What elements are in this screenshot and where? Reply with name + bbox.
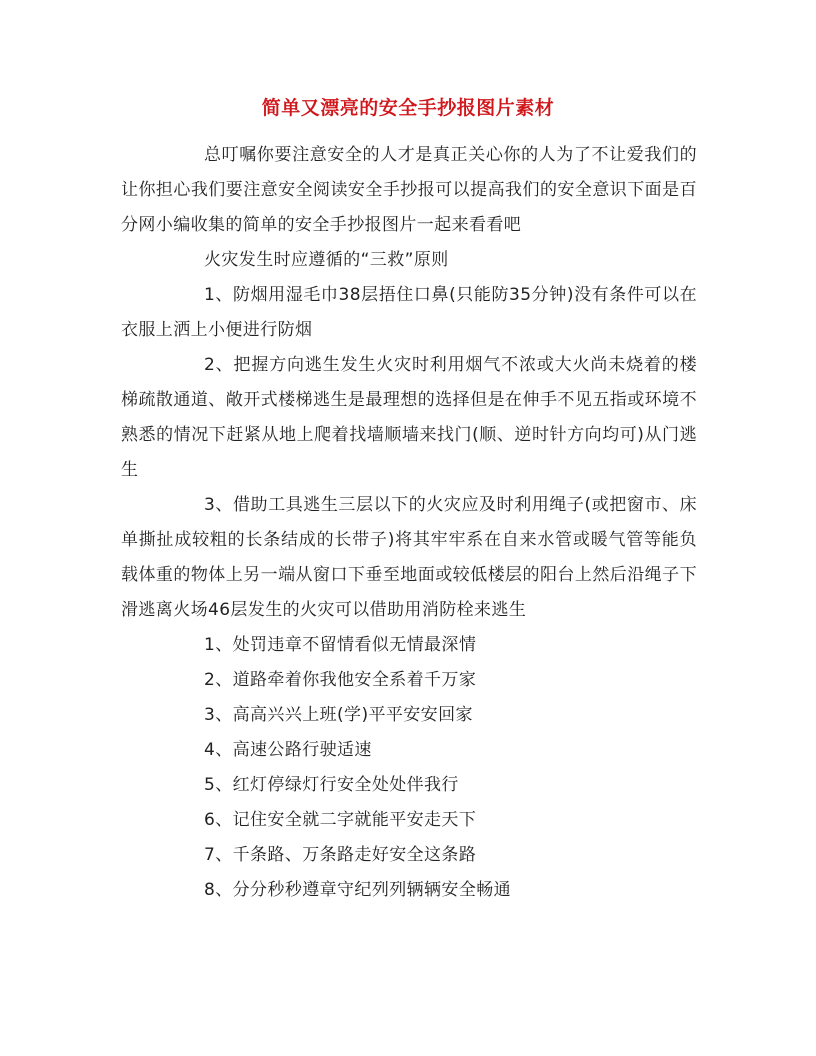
- slogan-item-3: 3、高高兴兴上班(学)平平安安回家: [204, 705, 473, 725]
- document-body: [121, 138, 697, 908]
- page-title: 简单又漂亮的安全手抄报图片素材: [261, 97, 555, 119]
- slogan-item-1: 1、处罚违章不留情看似无情最深情: [204, 635, 477, 655]
- rule-paragraph-2: 2、把握方向逃生发生火灾时利用烟气不浓或大火尚未烧着的楼梯疏散通道、敞开式楼梯逃生是最理想的选择但是在伸手不见五指或环境不熟悉的情况下赶紧从地上爬着找墙顺墙来找门(顺、逆时针方向均可)从门逃生: [121, 355, 697, 480]
- rule-paragraph-3: 3、借助工具逃生三层以下的火灾应及时利用绳子(或把窗市、床单撕扯成较粗的长条结成的长带子)将其牢牢系在自来水管或暖气管等能负载体重的物体上另一端从窗口下垂至地面或较低楼层的阳台上然后沿绳子下滑逃离火场46层发生的火灾可以借助用消防栓来逃生: [121, 495, 697, 620]
- slogan-item-2: 2、道路牵着你我他安全系着千万家: [204, 670, 477, 690]
- slogan-item-8: 8、分分秒秒遵章守纪列列辆辆安全畅通: [204, 880, 512, 900]
- section-heading: 火灾发生时应遵循的“三救”原则: [204, 250, 449, 270]
- slogan-item-7: 7、千条路、万条路走好安全这条路: [204, 845, 477, 865]
- slogan-item-5: 5、红灯停绿灯行安全处处伴我行: [204, 775, 459, 795]
- slogan-item-4: 4、高速公路行驶适速: [204, 740, 372, 760]
- intro-paragraph: 总叮嘱你要注意安全的人才是真正关心你的人为了不让爱我们的让你担心我们要注意安全阅读安全手抄报可以提高我们的安全意识下面是百分网小编收集的简单的安全手抄报图片一起来看看吧: [121, 145, 697, 235]
- rule-paragraph-1: 1、防烟用湿毛巾38层捂住口鼻(只能防35分钟)没有条件可以在衣服上洒上小便进行防烟: [121, 285, 697, 340]
- slogan-item-6: 6、记住安全就二字就能平安走天下: [204, 810, 477, 830]
